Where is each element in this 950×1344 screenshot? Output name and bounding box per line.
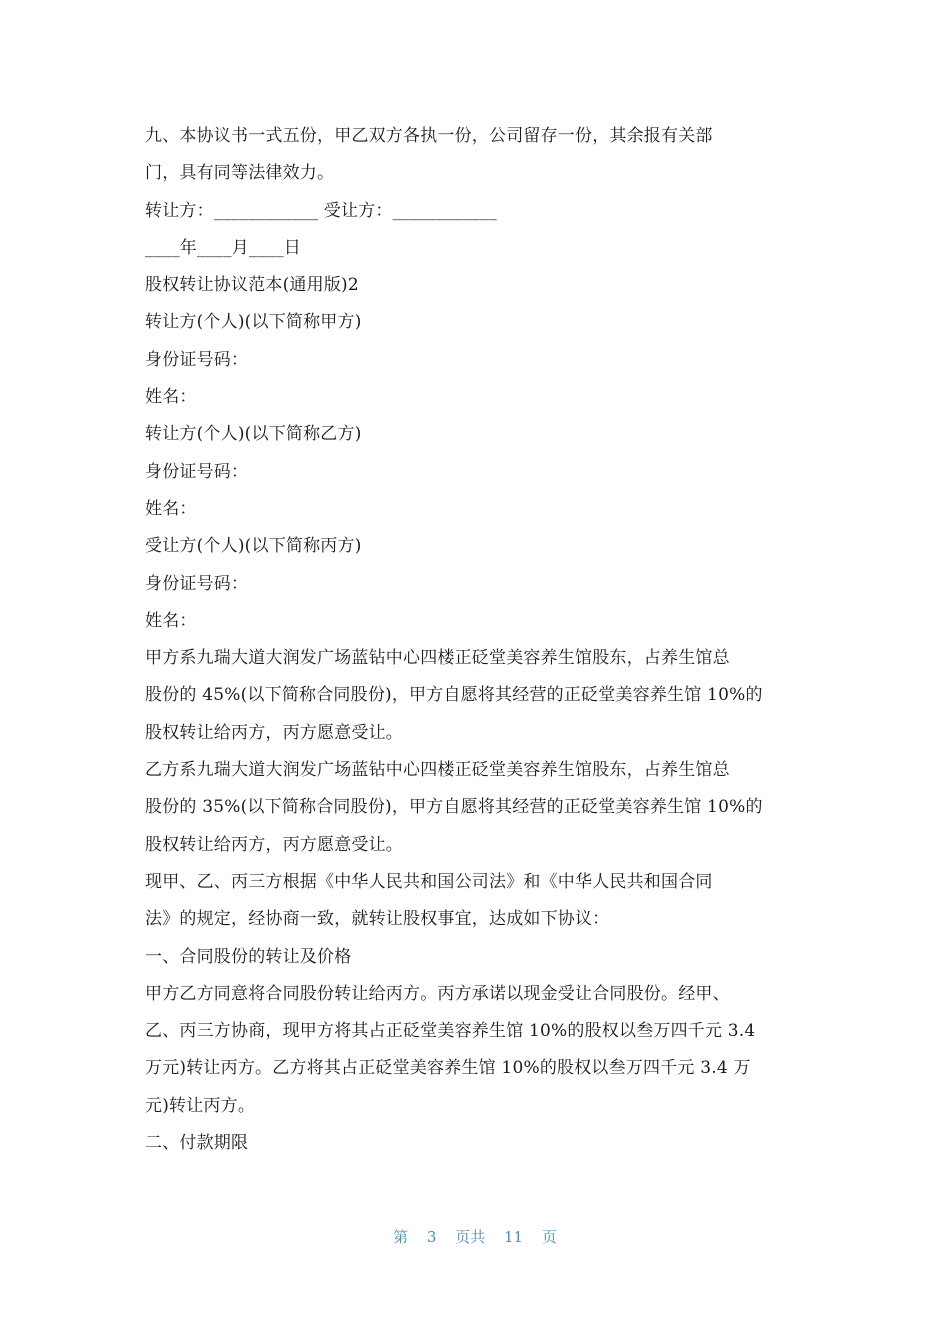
- text-line: 股份的 35%(以下简称合同股份)，甲方自愿将其经营的正砭堂美容养生馆 10%的: [145, 797, 763, 818]
- section-heading: 二、付款期限: [145, 1133, 249, 1154]
- text-line: 股权转让给丙方，丙方愿意受让。: [145, 722, 403, 743]
- text-line: 现甲、乙、丙三方根据《中华人民共和国公司法》和《中华人民共和国合同: [145, 871, 713, 892]
- text-line: 转让方(个人)(以下简称乙方): [145, 424, 362, 445]
- text-line: 股份的 45%(以下简称合同股份)，甲方自愿将其经营的正砭堂美容养生馆 10%的: [145, 685, 763, 706]
- text-line: 转让方(个人)(以下简称甲方): [145, 312, 362, 333]
- text-line: 甲方乙方同意将合同股份转让给丙方。丙方承诺以现金受让合同股份。经甲、: [145, 983, 730, 1004]
- section-title: 股权转让协议范本(通用版)2: [145, 275, 359, 296]
- text-line: 万元)转让丙方。乙方将其占正砭堂美容养生馆 10%的股权以叁万四千元 3.4 万: [145, 1058, 751, 1079]
- text-line: 九、本协议书一式五份，甲乙双方各执一份，公司留存一份，其余报有关部: [145, 126, 713, 146]
- text-line: 门，具有同等法律效力。: [145, 163, 335, 184]
- text-line: 股权转让给丙方，丙方愿意受让。: [145, 834, 403, 855]
- text-line: 身份证号码：: [145, 461, 249, 482]
- text-line: 姓名：: [145, 498, 197, 519]
- section-heading: 一、合同股份的转让及价格: [145, 946, 352, 967]
- text-line: 身份证号码：: [145, 349, 249, 370]
- date-line: ____年____月____日: [145, 237, 301, 258]
- text-line: 乙、丙三方协商，现甲方将其占正砭堂美容养生馆 10%的股权以叁万四千元 3.4: [145, 1021, 756, 1042]
- text-line: 身份证号码：: [145, 573, 249, 594]
- page-number-footer: 第 3 页共 11 页: [393, 1228, 557, 1246]
- text-line: 元)转让丙方。: [145, 1095, 256, 1116]
- text-line: 姓名：: [145, 387, 197, 408]
- signature-line: 转让方：____________ 受让方：____________: [145, 200, 498, 221]
- text-line: 姓名：: [145, 610, 197, 631]
- text-line: 乙方系九瑞大道大润发广场蓝钻中心四楼正砭堂美容养生馆股东，占养生馆总: [145, 760, 730, 781]
- document-body: [145, 118, 810, 1162]
- text-line: 甲方系九瑞大道大润发广场蓝钻中心四楼正砭堂美容养生馆股东，占养生馆总: [145, 648, 730, 669]
- text-line: 法》的规定，经协商一致，就转让股权事宜，达成如下协议：: [145, 909, 610, 930]
- text-line: 受让方(个人)(以下简称丙方): [145, 536, 362, 557]
